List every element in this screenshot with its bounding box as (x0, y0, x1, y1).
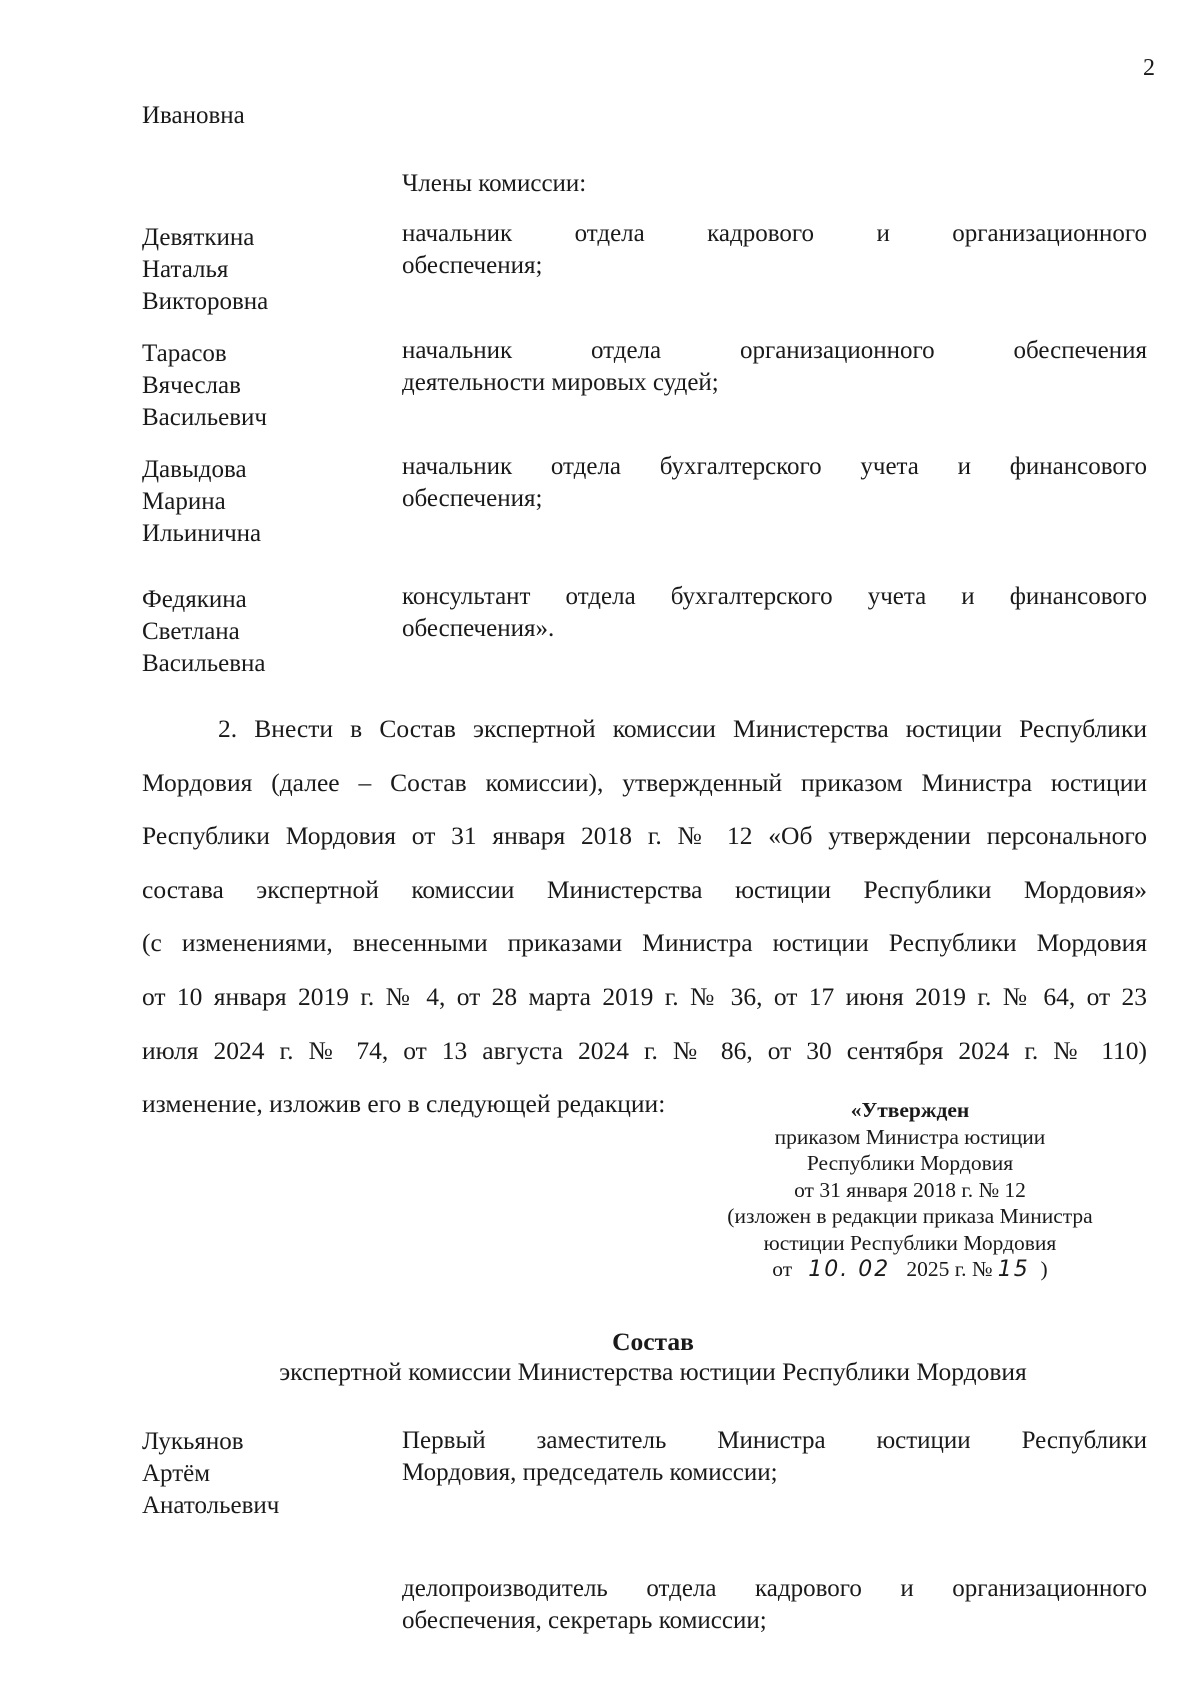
member-role-line: обеспечения». (402, 615, 555, 642)
member-name (142, 338, 267, 434)
carryover-name: Ивановна (142, 102, 245, 129)
member-role-line: деятельности мировых судей; (402, 369, 719, 396)
member-patronymic: Анатольевич (142, 1492, 280, 1519)
member-role-line: начальник отдела кадрового и организационного (402, 220, 1147, 247)
approval-line: Республики Мордовия (806, 1151, 1014, 1175)
member-role (402, 581, 1147, 645)
member-name (142, 584, 266, 680)
member-role-line: обеспечения; (402, 252, 543, 279)
paragraph-line: Мордовия (далее – Состав комиссии), утвержденный приказом Министра юстиции (142, 767, 1147, 797)
composition-title: Состав (612, 1327, 694, 1356)
approval-line: приказом Министра юстиции (774, 1124, 1046, 1149)
member-role-line: начальник отдела организационного обеспечения (402, 337, 1147, 364)
composition-member-role (402, 1573, 1147, 1637)
approval-date-year: 2025 г. № (906, 1257, 993, 1281)
member-first-name: Светлана (142, 618, 240, 645)
member-role-line: Первый заместитель Министра юстиции Республики (402, 1427, 1147, 1454)
approval-line: от 31 января 2018 г. № 12 (794, 1177, 1026, 1202)
composition-subtitle: экспертной комиссии Министерства юстиции Республики Мордовия (279, 1357, 1027, 1386)
member-role-line: консультант отдела бухгалтерского учета и финансового (402, 583, 1147, 610)
member-first-name: Наталья (142, 256, 229, 283)
member-patronymic: Васильевна (142, 650, 266, 677)
member-surname: Лукьянов (142, 1428, 244, 1455)
member-patronymic: Викторовна (142, 288, 269, 315)
member-role (402, 218, 1147, 282)
member-patronymic: Васильевич (142, 404, 267, 431)
handwritten-date: 10. 02 (808, 1257, 891, 1282)
approval-date-prefix: от (772, 1257, 793, 1281)
approval-line: (изложен в редакции приказа Министра (727, 1204, 1093, 1228)
approval-heading: «Утвержден (850, 1098, 970, 1122)
member-role-line: делопроизводитель отдела кадрового и организационного (402, 1575, 1147, 1602)
member-name (142, 454, 261, 550)
members-title: Члены комиссии: (402, 170, 587, 197)
member-role-line: Мордовия, председатель комиссии; (402, 1459, 778, 1486)
amendment-paragraph (142, 702, 1147, 1131)
member-role-line: обеспечения, секретарь комиссии; (402, 1607, 767, 1634)
member-role-line: обеспечения; (402, 485, 543, 512)
paragraph-line: состава экспертной комиссии Министерства юстиции Республики Мордовия» (142, 874, 1147, 904)
member-first-name: Вячеслав (142, 372, 241, 399)
member-surname: Давыдова (142, 456, 247, 483)
page-number: 2 (1143, 55, 1155, 81)
composition-member-role (402, 1425, 1147, 1489)
composition-member-name (142, 1426, 279, 1522)
paragraph-line: 2. Внести в Состав экспертной комиссии Министерства юстиции Республики (218, 714, 1147, 743)
member-role (402, 451, 1147, 515)
approval-block (680, 1097, 1140, 1284)
member-surname: Девяткина (142, 224, 255, 251)
member-role-line: начальник отдела бухгалтерского учета и финансового (402, 453, 1147, 480)
paragraph-line: от 10 января 2019 г. № 4, от 28 марта 2019 г. № 36, от 17 июня 2019 г. № 64, от 23 (142, 981, 1147, 1011)
member-first-name: Артём (142, 1460, 211, 1487)
approval-line: юстиции Республики Мордовия (763, 1230, 1057, 1255)
member-first-name: Марина (142, 488, 226, 515)
paragraph-line: (с изменениями, внесенными приказами Министра юстиции Республики Мордовия (142, 928, 1147, 958)
member-role (402, 335, 1147, 399)
approval-date-close: ) (1040, 1257, 1048, 1281)
approval-date-line (680, 1256, 1140, 1284)
member-surname: Федякина (142, 586, 247, 613)
member-surname: Тарасов (142, 340, 227, 367)
member-patronymic: Ильинична (142, 520, 262, 547)
paragraph-line: изменение, изложив его в следующей редакции: (142, 1089, 666, 1119)
member-name (142, 222, 268, 318)
handwritten-number: 15 (997, 1257, 1030, 1282)
paragraph-line: июля 2024 г. № 74, от 13 августа 2024 г. № 86, от 30 сентября 2024 г. № 110) (142, 1035, 1147, 1065)
paragraph-line: Республики Мордовия от 31 января 2018 г. № 12 «Об утверждении персонального (142, 821, 1147, 851)
